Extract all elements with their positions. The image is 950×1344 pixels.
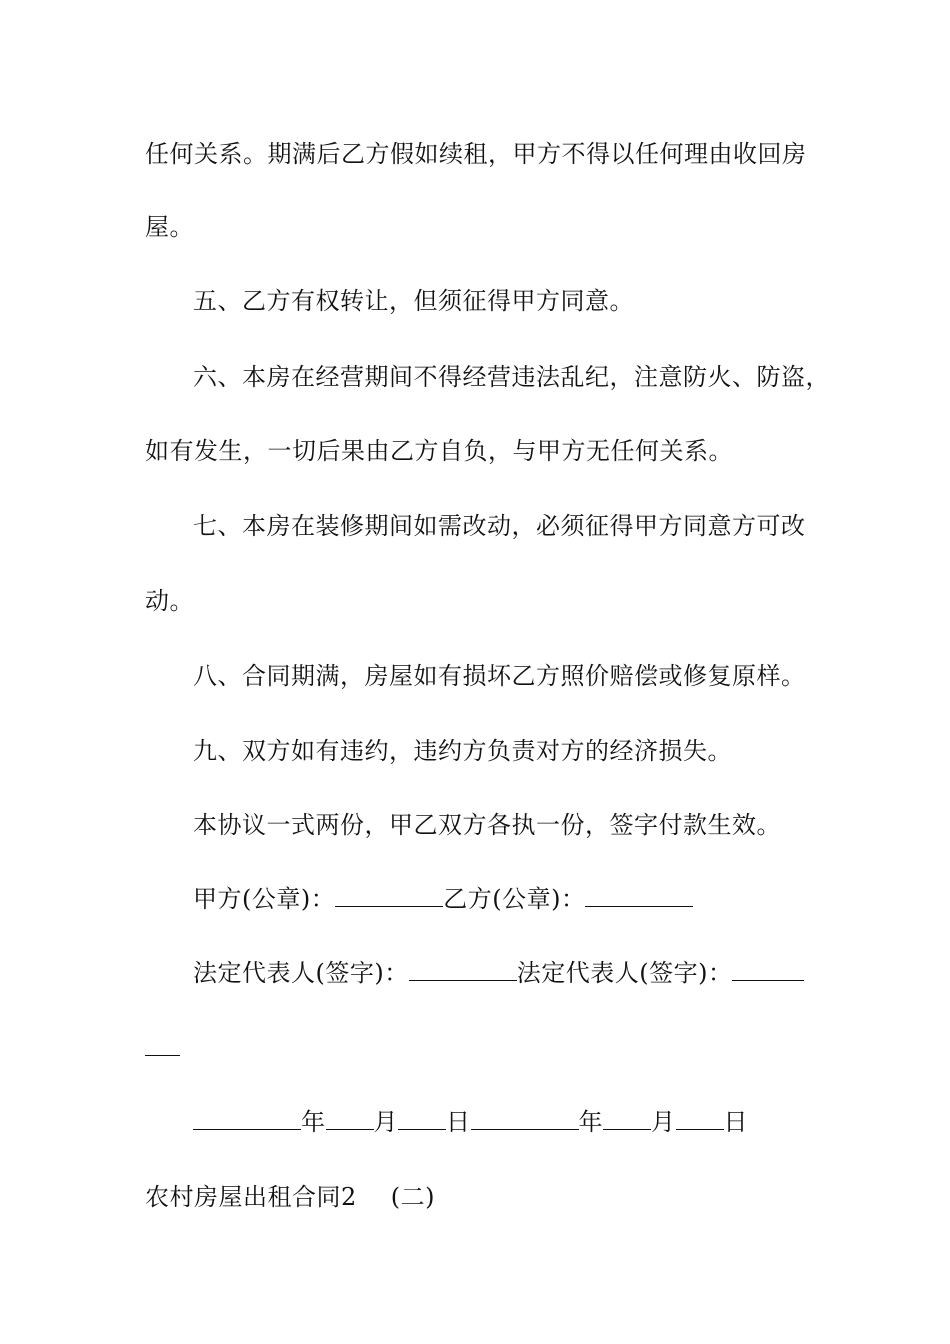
rep-a-blank (409, 958, 517, 981)
year-b-blank (471, 1107, 579, 1130)
representative-line-continued (145, 1033, 180, 1063)
party-a-seal-label: 甲方(公章)： (193, 885, 336, 913)
representative-line (193, 958, 804, 988)
clause-9: 九、双方如有违约，违约方负责对方的经济损失。 (193, 737, 732, 765)
day-a-blank (398, 1107, 446, 1130)
paragraph-line: 如有发生，一切后果由乙方自负，与甲方无任何关系。 (145, 437, 733, 465)
paragraph-line: 动。 (145, 587, 194, 615)
month-b-blank (603, 1107, 651, 1130)
rep-b-blank (732, 958, 804, 981)
month-a-label: 月 (373, 1108, 398, 1136)
party-a-seal-blank (335, 884, 443, 907)
next-contract-title-text: 农村房屋出租合同2 (145, 1183, 357, 1211)
year-b-label: 年 (578, 1108, 603, 1136)
month-b-label: 月 (651, 1108, 676, 1136)
next-contract-title (145, 1182, 435, 1212)
paragraph-line: 屋。 (145, 213, 194, 241)
day-a-label: 日 (446, 1108, 471, 1136)
month-a-blank (326, 1107, 374, 1130)
clause-6: 六、本房在经营期间不得经营违法乱纪，注意防火、防盗， (193, 363, 830, 391)
rep-b-blank-continued (145, 1033, 180, 1056)
year-a-blank (193, 1107, 301, 1130)
clause-8: 八、合同期满，房屋如有损坏乙方照价赔偿或修复原样。 (193, 662, 806, 690)
day-b-label: 日 (723, 1108, 748, 1136)
clause-7: 七、本房在装修期间如需改动，必须征得甲方同意方可改 (193, 512, 806, 540)
party-b-seal-blank (585, 884, 693, 907)
next-contract-title-suffix: (二) (390, 1183, 436, 1211)
clause-5: 五、乙方有权转让，但须征得甲方同意。 (193, 287, 634, 315)
year-a-label: 年 (301, 1108, 326, 1136)
date-line (193, 1107, 748, 1137)
party-b-seal-label: 乙方(公章)： (443, 885, 586, 913)
day-b-blank (676, 1107, 724, 1130)
rep-b-label: 法定代表人(签字)： (516, 959, 733, 987)
closing-statement: 本协议一式两份，甲乙双方各执一份，签字付款生效。 (193, 811, 781, 839)
paragraph-line: 任何关系。期满后乙方假如续租，甲方不得以任何理由收回房 (145, 140, 807, 168)
seal-line (193, 884, 693, 914)
rep-a-label: 法定代表人(签字)： (193, 959, 409, 987)
